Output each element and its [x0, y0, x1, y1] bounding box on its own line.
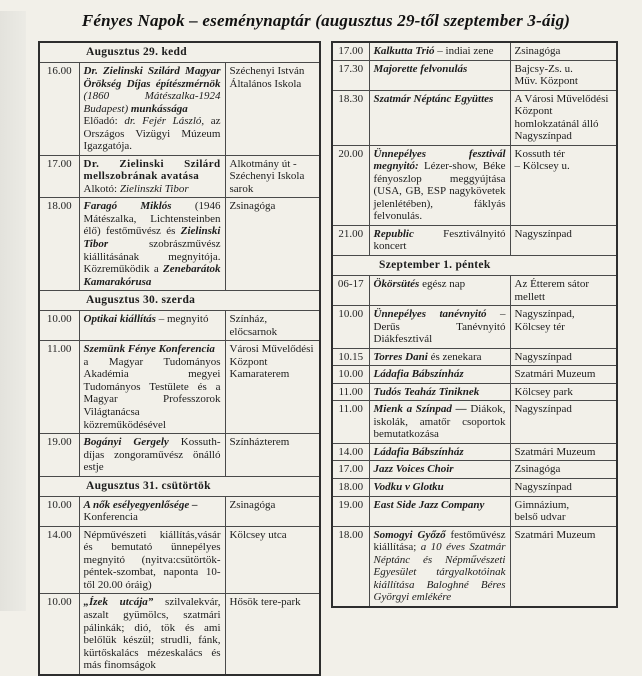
day-header-label: Augusztus 31. csütörtök	[39, 476, 320, 496]
day-header-row	[39, 291, 320, 311]
text-segment: – indiai zene	[437, 45, 494, 57]
event-description	[79, 198, 225, 291]
event-row	[39, 526, 320, 594]
event-row	[332, 145, 617, 225]
event-location: Nagyszínpad	[510, 401, 617, 444]
text-segment: Faragó Miklós	[83, 200, 195, 213]
event-description	[79, 63, 225, 156]
event-row	[332, 401, 617, 444]
event-description	[369, 461, 510, 479]
text-segment: Zenebarátok Kamarakórusa	[83, 263, 221, 288]
day-header-row	[39, 42, 320, 63]
event-row	[332, 526, 617, 607]
event-location: Zsinagóga	[225, 496, 320, 526]
event-row	[39, 63, 320, 156]
page-title: Fényes Napok – eseménynaptár (augusztus 29-től szeptember 3-áig)	[81, 11, 571, 30]
event-location: Alkotmány út - Széchenyi Iskola sarok	[225, 155, 320, 198]
event-row	[332, 383, 617, 401]
text-segment: Kossuth-díjas zongoraművész önálló estje	[83, 436, 221, 474]
event-time: 17.00	[39, 155, 79, 198]
event-time: 10.00	[39, 594, 79, 675]
text-segment: Ökörsütés	[373, 278, 423, 291]
event-description	[79, 155, 225, 198]
event-time: 14.00	[39, 526, 79, 594]
event-time: 18.00	[332, 526, 369, 607]
event-location: Hősök tere-park	[225, 594, 320, 675]
event-time: 18.30	[332, 90, 369, 145]
text-segment: – Derűs Tanévnyitó Diákfesztivál	[373, 308, 506, 346]
day-header-label: Augusztus 30. szerda	[39, 291, 320, 311]
event-row	[332, 306, 617, 349]
event-row	[39, 594, 320, 675]
event-location: A Városi Művelődési Központ homlokzatánál álló Nagyszínpad	[510, 90, 617, 145]
day-header-label: Szeptember 1. péntek	[332, 255, 617, 275]
text-segment: Ünnepélyes tanévnyitó	[373, 308, 500, 321]
event-time: 18.00	[39, 198, 79, 291]
event-time: 10.00	[39, 311, 79, 341]
event-time: 11.00	[332, 401, 369, 444]
text-segment: Mienk a Színpad —	[373, 403, 471, 416]
event-row	[332, 276, 617, 306]
text-segment: Vodku v Glotku	[373, 480, 444, 493]
event-location: Nagyszínpad	[510, 225, 617, 255]
event-row	[332, 443, 617, 461]
text-segment: Majorette felvonulás	[373, 62, 468, 75]
event-time: 19.00	[39, 434, 79, 477]
event-row	[332, 42, 617, 60]
event-location: Városi Művelődési Központ Kamaraterem	[225, 341, 320, 434]
event-description	[369, 366, 510, 384]
event-description	[369, 60, 510, 90]
event-description	[79, 341, 225, 434]
event-row	[39, 341, 320, 434]
event-time: 19.00	[332, 496, 369, 526]
day-header-label: Augusztus 29. kedd	[39, 42, 320, 63]
events-table-left	[38, 41, 321, 676]
event-description	[79, 594, 225, 675]
event-row	[332, 496, 617, 526]
events-table-right	[331, 41, 618, 608]
text-segment: , az Országos Vizügyi Múzeum Igazgatója.	[83, 115, 221, 153]
text-segment: Népművészeti kiállítás,vásár és bemutató ünnepélyes megnyitó (nyitva:csütörtök-péntek-szombat, naponta 10-től 20.00 óráig)	[83, 528, 221, 591]
text-segment: Dr. Zielinski Szilárd Magyar Örökség Díjas építészmérnök	[83, 65, 221, 90]
text-segment: East Side Jazz Company	[373, 498, 485, 511]
event-time: 18.00	[332, 478, 369, 496]
event-description	[79, 496, 225, 526]
event-description	[369, 383, 510, 401]
event-description	[369, 90, 510, 145]
event-location: Színház, előcsarnok	[225, 311, 320, 341]
text-segment: Ládafia Bábszínház	[373, 368, 464, 381]
event-description	[369, 401, 510, 444]
event-location: Gimnázium, belső udvar	[510, 496, 617, 526]
event-time: 10.15	[332, 348, 369, 366]
scan-edge-shadow	[0, 11, 26, 611]
event-location: Kölcsey park	[510, 383, 617, 401]
event-description	[369, 276, 510, 306]
text-segment: Ládafia Bábszínház	[373, 445, 464, 458]
text-segment: Republic	[373, 227, 444, 240]
text-segment: Szatmár Néptánc Együttes	[373, 92, 494, 105]
event-time: 10.00	[332, 306, 369, 349]
text-segment: dr. Fejér László	[124, 115, 202, 128]
text-segment: Bogányi Gergely	[83, 436, 181, 449]
text-segment: (1946 Mátészalka, Lichtensteinben élő) festőművész és	[83, 200, 221, 238]
event-time: 17.00	[332, 461, 369, 479]
text-segment: a 10 éves Szatmár Néptánc és Népművészeti Egyesület tárgyalkotóinak kiállítása Baloghné Béres Györgyi emlékére	[373, 541, 506, 604]
event-row	[39, 155, 320, 198]
text-segment: Zielinski Tibor	[83, 225, 221, 251]
event-location: Zsinagóga	[510, 461, 617, 479]
event-row	[332, 348, 617, 366]
text-segment: Alkotó:	[83, 182, 120, 195]
text-segment: Ünnepélyes fesztivál megnyitó:	[373, 147, 506, 173]
event-time: 11.00	[332, 383, 369, 401]
event-time: 06-17	[332, 276, 369, 306]
event-time: 17.30	[332, 60, 369, 90]
event-location: Nagyszínpad	[510, 348, 617, 366]
event-time: 10.00	[332, 366, 369, 384]
text-segment: Kalkutta Trió	[373, 45, 438, 57]
event-description	[79, 311, 225, 341]
event-description	[369, 496, 510, 526]
text-segment: Diákok, iskolák, amatőr csoportok bemutatkozása	[373, 403, 506, 441]
text-segment: Konferencia	[83, 511, 138, 524]
text-segment: egész nap	[422, 278, 466, 291]
event-row	[39, 434, 320, 477]
event-time: 11.00	[39, 341, 79, 434]
event-location: Kölcsey utca	[225, 526, 320, 594]
text-segment: munkássága	[130, 102, 188, 115]
text-segment: Optikai kiállítás	[83, 313, 159, 326]
text-segment: Jazz Voices Choir	[373, 463, 454, 476]
day-header-row	[332, 255, 617, 275]
event-description	[369, 443, 510, 461]
text-segment: Dr. Zielinski Szilárd mellszobrának avatása	[83, 157, 221, 183]
text-segment: és zenekara	[430, 350, 482, 363]
event-row	[39, 311, 320, 341]
day-header-row	[39, 476, 320, 496]
event-time: 20.00	[332, 145, 369, 225]
event-location: Zsinagóga	[510, 42, 617, 60]
text-segment: Fesztiválnyitó koncert	[373, 227, 506, 253]
event-description	[369, 225, 510, 255]
text-segment: Lézer-show, Béke fényoszlop meggyújtása (USA, GB, ESP nagykövetek jelenlétében), fáklyás felvonulás.	[373, 160, 506, 223]
text-segment: (1860 Mátészalka-1924 Budapest)	[83, 90, 221, 115]
event-description	[369, 526, 510, 607]
text-segment: „Ízek utcája”	[83, 596, 166, 609]
event-location: Szatmári Muzeum	[510, 526, 617, 607]
event-time: 10.00	[39, 496, 79, 526]
event-calendar	[38, 41, 642, 676]
text-segment: Zielinszki Tibor	[119, 182, 189, 195]
event-location: Színházterem	[225, 434, 320, 477]
text-segment: Torres Dani	[373, 350, 431, 363]
event-location: Széchenyi István Általános Iskola	[225, 63, 320, 156]
event-row	[332, 478, 617, 496]
event-time: 14.00	[332, 443, 369, 461]
event-row	[332, 366, 617, 384]
text-segment: Tudós Teaház Tiniknek	[373, 385, 480, 398]
event-location: Nagyszínpad, Kölcsey tér	[510, 306, 617, 349]
event-description	[369, 478, 510, 496]
event-location: Szatmári Muzeum	[510, 366, 617, 384]
event-time: 21.00	[332, 225, 369, 255]
text-segment: A nők esélyegyenlősége –	[83, 498, 198, 511]
event-description	[369, 145, 510, 225]
text-segment: a Magyar Tudományos Akadémia megyei Tudományos Testülete és a Magyar Professzorok Világtanácsa közreműködésével	[83, 355, 221, 431]
event-location: Az Étterem sátor mellett	[510, 276, 617, 306]
event-description	[369, 306, 510, 349]
event-time: 17.00	[332, 42, 369, 60]
event-time: 16.00	[39, 63, 79, 156]
event-location: Zsinagóga	[225, 198, 320, 291]
event-location: Nagyszínpad	[510, 478, 617, 496]
text-segment: szilvalekvár, aszalt gyümölcs, szatmári pálinkák; dió, tök és ami belőlük készül; strudli, fánk, kürtőskalács mézeskalács és más finomságok	[83, 596, 221, 672]
event-description	[79, 526, 225, 594]
event-row	[332, 60, 617, 90]
text-segment: szobrászművész kiállitásának megnyitója. Közreműködik a	[83, 238, 221, 276]
text-segment: – megnyitó	[158, 313, 209, 326]
event-row	[332, 225, 617, 255]
text-segment: Előadó:	[83, 115, 125, 128]
event-location: Kossuth tér – Kölcsey u.	[510, 145, 617, 225]
text-segment: Szemünk Fénye Konferencia	[83, 343, 215, 356]
event-location: Szatmári Muzeum	[510, 443, 617, 461]
event-description	[369, 42, 510, 60]
event-location: Bajcsy-Zs. u. Műv. Központ	[510, 60, 617, 90]
event-description	[369, 348, 510, 366]
text-segment: festőművész kiállítása;	[373, 528, 506, 554]
event-row	[332, 90, 617, 145]
event-description	[79, 434, 225, 477]
text-segment: Somogyi Győző	[373, 528, 451, 541]
event-row	[39, 198, 320, 291]
event-row	[39, 496, 320, 526]
event-row	[332, 461, 617, 479]
